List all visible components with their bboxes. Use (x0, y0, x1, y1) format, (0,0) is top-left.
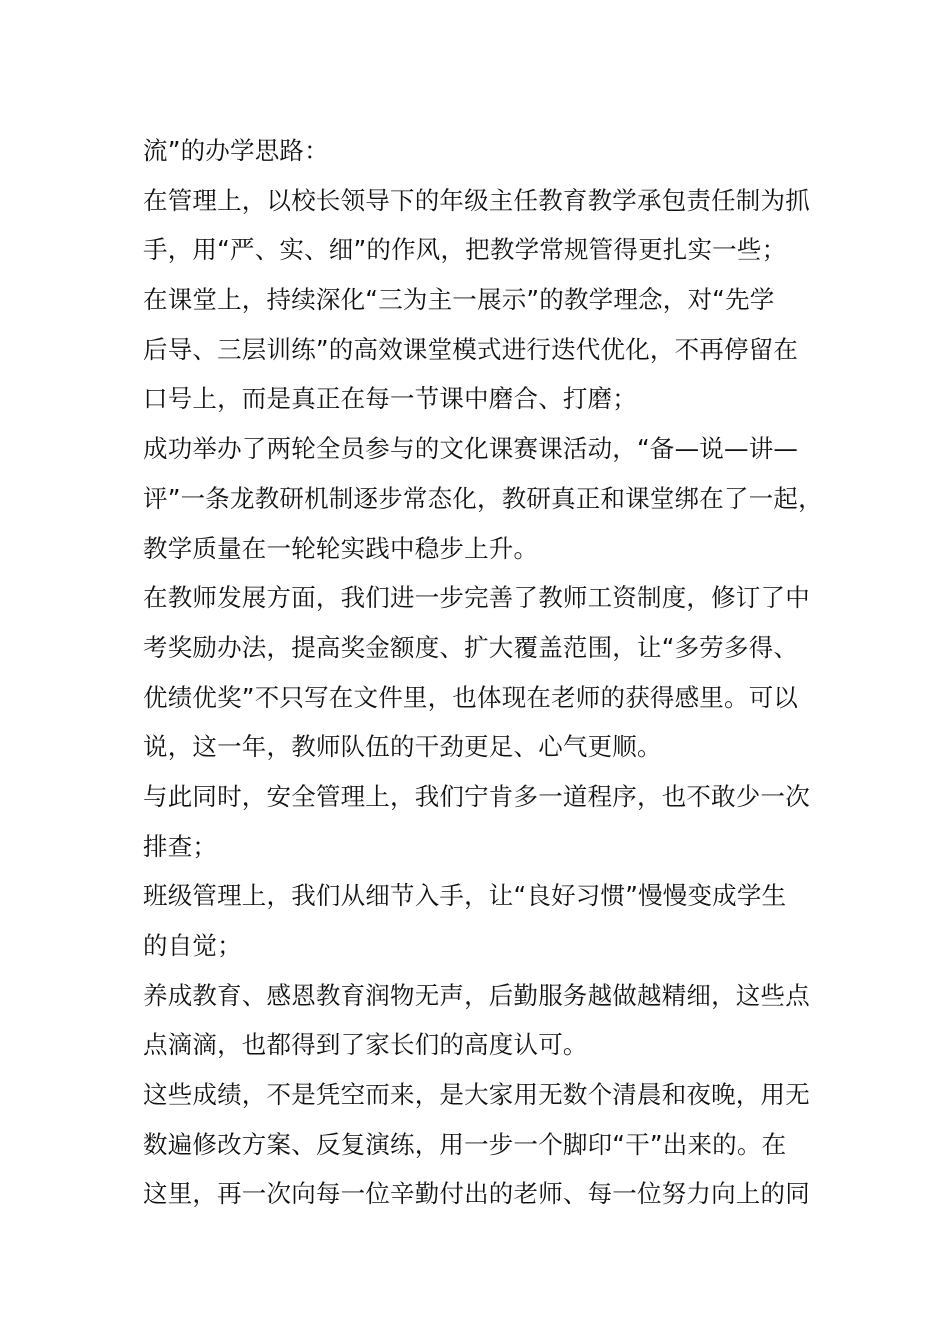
text-line: 在管理上，以校长领导下的年级主任教育教学承包责任制为抓 (143, 185, 810, 215)
text-line: 优绩优奖”不只写在文件里，也体现在老师的获得感里。可以 (143, 682, 799, 712)
text-line: 口号上，而是真正在每一节课中磨合、打磨； (143, 384, 637, 414)
body-text (143, 126, 823, 1219)
text-line: 点滴滴，也都得到了家长们的高度认可。 (143, 1030, 588, 1060)
text-line: 排查； (143, 831, 218, 861)
text-line: 与此同时，安全管理上，我们宁肯多一道程序，也不敢少一次 (143, 781, 810, 811)
text-line: 说，这一年，教师队伍的干劲更足、心气更顺。 (143, 732, 662, 762)
text-line: 养成教育、感恩教育润物无声，后勤服务越做越精细，这些点 (143, 980, 810, 1010)
text-line: 在教师发展方面，我们进一步完善了教师工资制度，修订了中 (143, 583, 810, 613)
text-line: 后导、三层训练”的高效课堂模式进行迭代优化，不再停留在 (143, 334, 799, 364)
text-line: 在课堂上，持续深化“三为主一展示”的教学理念，对“先学 (143, 285, 775, 315)
text-line: 的自觉； (143, 931, 242, 960)
text-line: 数遍修改方案、反复演练，用一步一个脚印“干”出来的。在 (143, 1129, 787, 1159)
text-line: 教学质量在一轮轮实践中稳步上升。 (143, 533, 539, 563)
text-line: 成功举办了两轮全员参与的文化课赛课活动，“备—说—讲— (143, 434, 799, 464)
text-line: 班级管理上，我们从细节入手，让“良好习惯”慢慢变成学生 (143, 881, 787, 911)
text-line: 评”一条龙教研机制逐步常态化，教研真正和课堂绑在了一起， (143, 483, 823, 513)
text-line: 考奖励办法，提高奖金额度、扩大覆盖范围，让“多劳多得、 (143, 632, 799, 662)
text-line: 手，用“严、实、细”的作风，把教学常规管得更扎实一些； (143, 235, 787, 265)
text-line: 这里，再一次向每一位辛勤付出的老师、每一位努力向上的同 (143, 1179, 810, 1209)
text-line: 这些成绩，不是凭空而来，是大家用无数个清晨和夜晚，用无 (143, 1080, 810, 1110)
text-line: 流”的办学思路： (143, 136, 329, 165)
